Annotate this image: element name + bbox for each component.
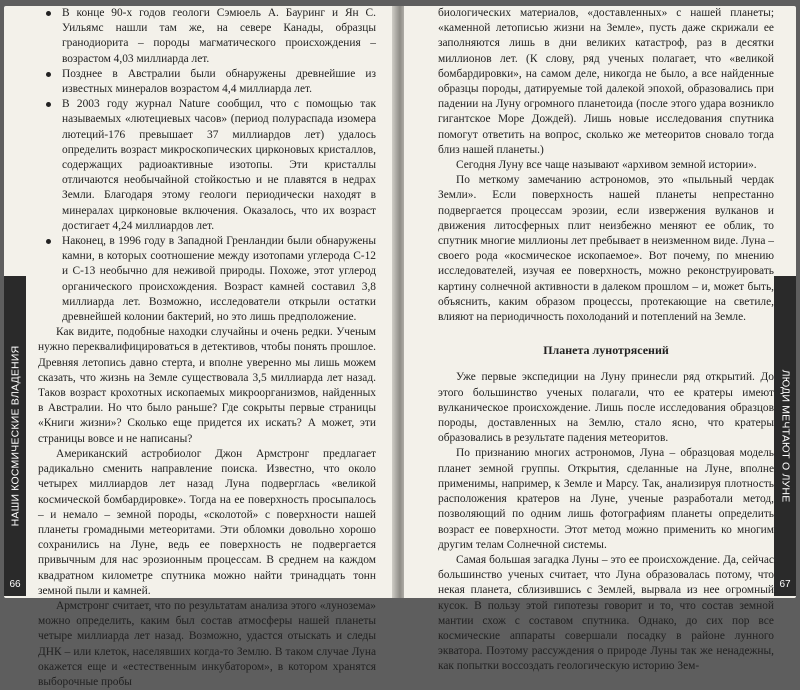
bullet-item: Наконец, в 1996 году в Западной Гренландии были обнаружены камни, в которых соотношение между изотопами углерода С-12 и С-13 необычно для неживой природы. Похоже, этот углерод органического происхождения. Возраст камней составил 3,8 миллиарда лет. Возможно, исследователи открыли остатки древнейшей колонии бактерий, но это лишь предположение. — [38, 234, 376, 325]
running-head-label: НАШИ КОСМИЧЕСКИЕ ВЛАДЕНИЯ — [9, 345, 22, 527]
paragraph: Как видите, подобные находки случайны и очень редки. Ученым нужно переквалифицироваться в детективов, чтобы понять прошлое. Древняя летопись давно стерта, и вполне уверенно мы лишь можем сказать, что жизнь на Земле существовала 3,5 миллиарда лет назад. Таков возраст крохотных ископаемых микроорганизмов, найденных в Австралии. Но что было раньше? Где сокрыты первые страницы «Книги жизни»? Сколько еще придется их искать? А может, эти страницы вовсе и не написаны? — [38, 326, 376, 445]
paragraph: Армстронг считает, что по результатам анализа этого «лунозема» можно определить, каким был состав атмосферы нашей планеты четыре миллиарда лет назад. Возможно, удастся отыскать и следы ДНК – или клеток, населявших когда-то Землю. В таком случае Луна окажется еще и «естественным инкубатором», в котором хранятся выборочные пробы — [38, 599, 376, 688]
paragraph: Самая большая загадка Луны – это ее происхождение. Да, сейчас большинство ученых считает, что Луна образовалась потому, что некая планета, сблизившись с Землей, вырвала из нее огромный кусок. В пользу этой гипотезы говорит и то, что состав земной мантии схож с составом спутника. Однако, до сих пор все космические аппараты совершали посадку в районе лунного экватора. Поэтому рассуждения о природе Луны так же ненадежны, как попытки воссоздать геологическую историю Зем- — [438, 553, 774, 673]
paragraph: Сегодня Луну все чаще называют «архивом земной истории». — [456, 159, 757, 172]
left-page — [4, 6, 396, 688]
page-number: 66 — [4, 576, 26, 594]
paragraph: Американский астробиолог Джон Армстронг предлагает радикально сменить направление поиска. Известно, что около четырех миллиардов лет назад Луна подверглась «великой космической бомбардировке». Тогда на ее поверхность просыпалось – и немало – земной породы, «сколотой» с поверхности нашей планеты громадными метеоритами. Эти обломки довольно хорошо сохранились на Луне, ведь ее поверхность не подвергается привычным для нас эрозионным процессам. В среднем на каждом квадратном километре спутника можно найти тринадцать тонн земной пыли и камней. — [38, 447, 376, 597]
running-head-label: ЛЮДИ МЕЧТАЮТ О ЛУНЕ — [779, 369, 791, 503]
paragraph: По признанию многих астрономов, Луна – образцовая модель планет земной группы. Открытия, сделанные на Луне, вполне применимы, например, к Земле и Марсу. Так, анализируя плотность расположения кратеров на Луне, ученые разработали метод, позволяющий по одним лишь фотографиям планеты определить возраст ее поверхности. Этот метод можно применить ко многим другим телам Солнечной системы. — [438, 447, 774, 551]
bullet-item: В конце 90-х годов геологи Сэмюель А. Бауринг и Ян С. Уильямс нашли там же, на севере Канады, образцы гранодиорита – породы магматического происхождения – возрастом 4,03 миллиарда лет. — [38, 6, 376, 67]
paragraph-continued: биологических материалов, «доставленных» с нашей планеты; «каменной летописью жизни на Земле», пусть даже скрижали ее заполняются лишь в дни великих катастроф, раз в десятки миллионов лет. (К слову, ряд ученых полагает, что «великой бомбардировки», на самом деле, никогда не было, а все найденные образцы породы, датируемые той далекой эпохой, образовались при падении на Луну огромного планетоида (после этого удара возникло гигантское Море Дождей). Лишь новые исследования спутника помогут ответить на вопрос, сколько же метеоритов сновало тогда близ нашей планеты.) — [438, 7, 774, 156]
bullet-list — [38, 6, 376, 325]
bullet-item: Позднее в Австралии были обнаружены древнейшие из известных минералов возрастом 4,4 миллиарда лет. — [38, 67, 376, 97]
left-page-text — [38, 6, 376, 688]
right-page — [404, 6, 796, 673]
running-head-strip — [774, 276, 796, 596]
running-head-strip — [4, 276, 26, 596]
section-heading: Планета лунотрясений — [543, 343, 669, 358]
paragraph: Уже первые экспедиции на Луну принесли ряд открытий. До этого большинство ученых полагали, что ее кратеры имеют вулканическое происхождение. Лишь после исследования образцов породы, доставленных на Землю, стало ясно, что кратеры образовались в результате падения метеоритов. — [438, 371, 774, 445]
page-number: 67 — [774, 576, 796, 594]
right-page-text — [438, 6, 774, 673]
bullet-item: В 2003 году журнал Nature сообщил, что с помощью так называемых «лютециевых часов» (период полураспада изомера лютеций-176 превышает 37 миллиардов лет) удалось определить возраст микроскопических цирконовых кристаллов, содержащих радиоактивные изотопы. Эти кристаллы отличаются необычайной стойкостью и не плавятся в недрах Земли. Благодаря этому геологи периодически находят в минералах цирконовые включения. Оказалось, что их возраст достигает 4,24 миллиардов лет. — [38, 97, 376, 234]
paragraph: По меткому замечанию астрономов, это «пыльный чердак Земли». Если поверхность нашей планеты непрестанно подвергается процессам эрозии, если извержения вулканов и движения литосферных плит неизбежно меняют ее облик, то спутник многие миллионы лет пребывает в неизменном виде. Луна – своего рода «космическое ископаемое». Вот почему, по мнению исследователей, изучая ее поверхность, можно реконструировать картину солнечной активности в далеком прошлом – и, может быть, объяснить, каким образом процессы, протекающие на светиле, влияют на периодичность похолоданий и потеплений на Земле. — [438, 174, 774, 324]
